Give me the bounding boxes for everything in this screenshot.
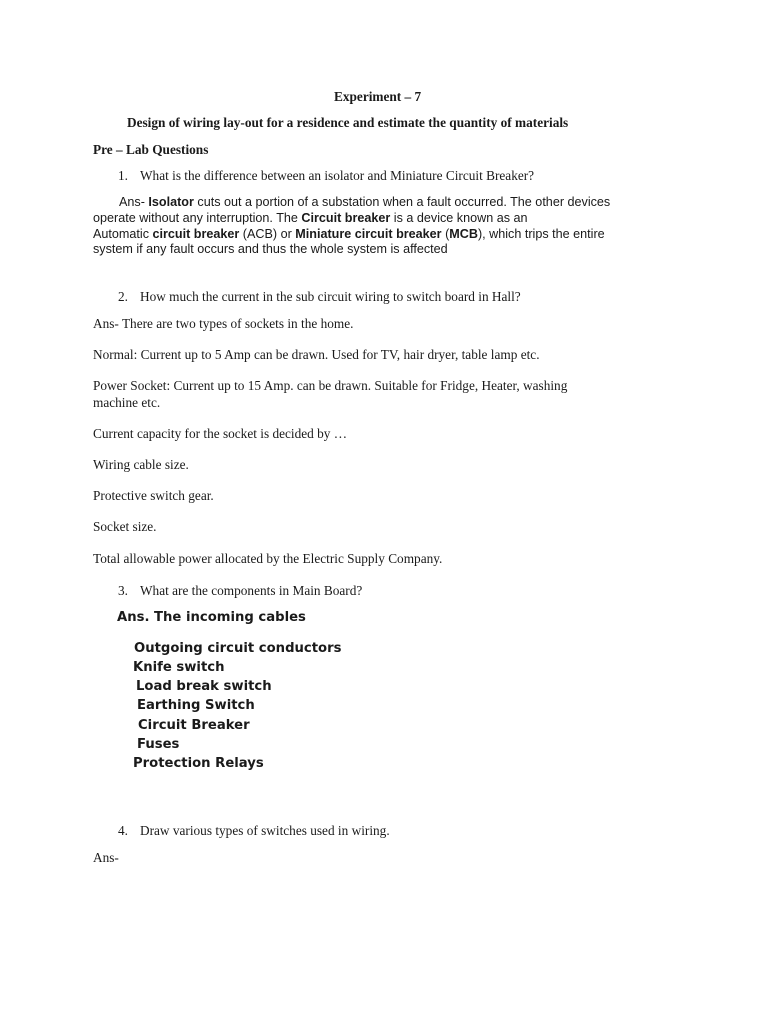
page-title: Experiment – 7 bbox=[334, 89, 422, 104]
component-item: Protection Relays bbox=[133, 756, 264, 771]
answer-prefix: Ans- bbox=[119, 195, 149, 209]
answer-1-line-1 bbox=[119, 195, 610, 209]
section-heading: Pre – Lab Questions bbox=[93, 142, 209, 157]
question-number: 1. bbox=[118, 168, 128, 183]
component-item: Circuit Breaker bbox=[138, 718, 250, 733]
question-4 bbox=[118, 823, 390, 839]
answer-text: cuts out a portion of a substation when a fault occurred. The other devices bbox=[193, 195, 611, 209]
answer-2-line: Socket size. bbox=[93, 519, 157, 534]
answer-2-line: Wiring cable size. bbox=[93, 457, 189, 472]
answer-text: operate without any interruption. The bbox=[93, 211, 302, 225]
answer-1-line-2 bbox=[93, 211, 528, 225]
term-mcb: MCB bbox=[449, 227, 478, 241]
answer-1-line-3 bbox=[93, 227, 605, 241]
question-2 bbox=[118, 289, 521, 305]
component-item: Fuses bbox=[137, 737, 180, 752]
question-1 bbox=[118, 168, 534, 184]
component-item: Load break switch bbox=[136, 679, 272, 694]
answer-2-line: machine etc. bbox=[93, 395, 161, 410]
answer-text: is a device known as an bbox=[390, 211, 528, 225]
question-3 bbox=[118, 583, 362, 599]
page-subtitle: Design of wiring lay-out for a residence and estimate the quantity of materials bbox=[127, 115, 569, 130]
term-isolator: Isolator bbox=[148, 195, 194, 209]
answer-4: Ans- bbox=[93, 850, 119, 865]
term-circuit-breaker: Circuit breaker bbox=[301, 211, 391, 225]
question-number: 4. bbox=[118, 823, 128, 838]
term-circuit-breaker: circuit breaker bbox=[152, 227, 240, 241]
component-item: Knife switch bbox=[133, 660, 225, 675]
answer-2-line: Current capacity for the socket is decided by … bbox=[93, 426, 348, 441]
question-number: 2. bbox=[118, 289, 128, 304]
answer-3-heading: Ans. The incoming cables bbox=[117, 610, 306, 625]
answer-text: (ACB) or bbox=[239, 227, 296, 241]
question-number: 3. bbox=[118, 583, 128, 598]
answer-text: Automatic bbox=[93, 227, 153, 241]
answer-1-line-4: system if any fault occurs and thus the whole system is affected bbox=[93, 242, 448, 256]
question-text: What are the components in Main Board? bbox=[140, 583, 363, 598]
question-text: What is the difference between an isolator and Miniature Circuit Breaker? bbox=[140, 168, 535, 183]
question-text: How much the current in the sub circuit wiring to switch board in Hall? bbox=[140, 289, 521, 304]
answer-2-line: Protective switch gear. bbox=[93, 488, 214, 503]
answer-2-line: Ans- There are two types of sockets in the home. bbox=[93, 316, 354, 331]
term-miniature-circuit-breaker: Miniature circuit breaker bbox=[295, 227, 442, 241]
answer-text: ( bbox=[441, 227, 450, 241]
answer-2-line: Total allowable power allocated by the Electric Supply Company. bbox=[93, 551, 443, 566]
answer-2-line: Normal: Current up to 5 Amp can be drawn. Used for TV, hair dryer, table lamp etc. bbox=[93, 347, 540, 362]
answer-2-line: Power Socket: Current up to 15 Amp. can be drawn. Suitable for Fridge, Heater, washing bbox=[93, 378, 568, 393]
component-item: Earthing Switch bbox=[137, 698, 255, 713]
component-item: Outgoing circuit conductors bbox=[134, 641, 342, 656]
question-text: Draw various types of switches used in wiring. bbox=[140, 823, 390, 838]
answer-text: ), which trips the entire bbox=[477, 227, 605, 241]
